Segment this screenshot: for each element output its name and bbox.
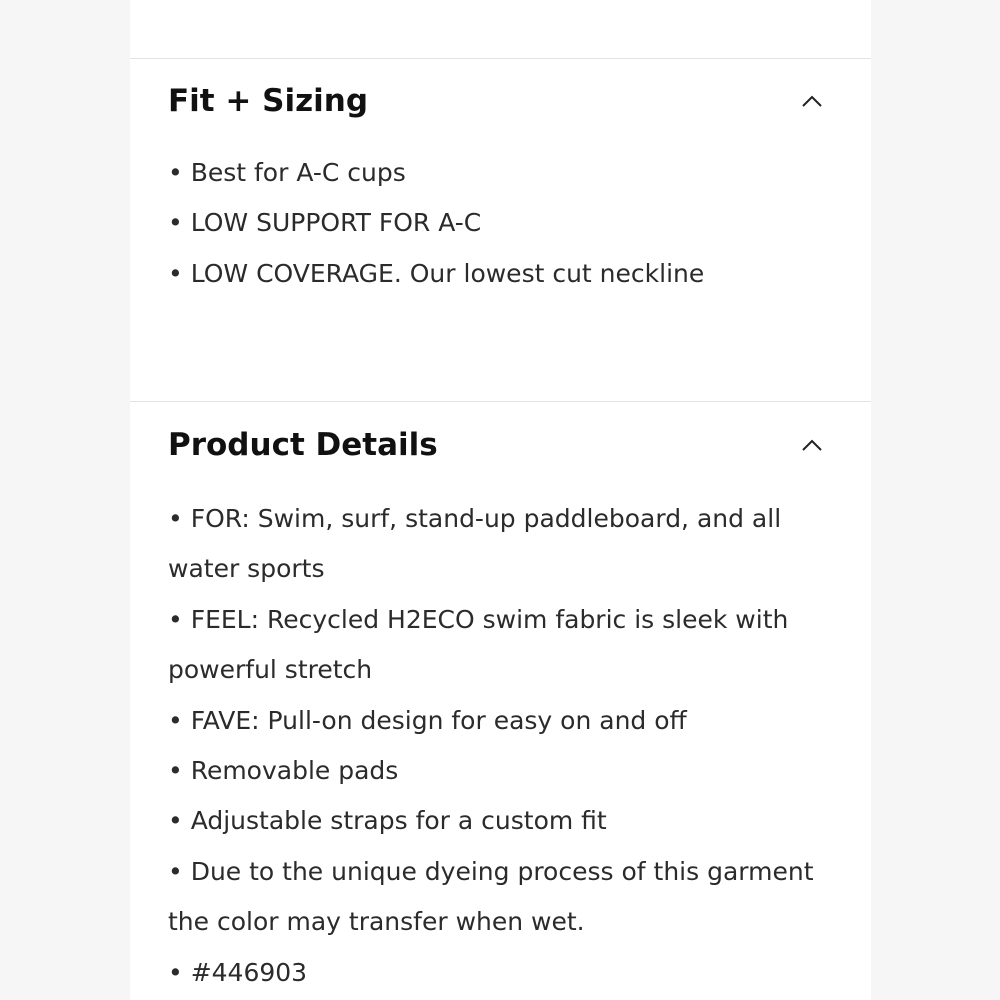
list-item: • #446903 bbox=[168, 957, 308, 987]
list-item: • LOW COVERAGE. Our lowest cut neckline bbox=[168, 258, 705, 288]
list-item: • FEEL: Recycled H2ECO swim fabric is sleek with powerful stretch bbox=[168, 604, 789, 685]
section-divider bbox=[130, 401, 871, 402]
fit-sizing-list bbox=[168, 148, 838, 299]
top-divider bbox=[130, 58, 871, 59]
product-details-accordion-header[interactable] bbox=[168, 420, 833, 470]
list-item: • LOW SUPPORT FOR A-C bbox=[168, 208, 482, 238]
list-item: • Best for A-C cups bbox=[168, 158, 406, 187]
chevron-up-icon[interactable] bbox=[801, 90, 823, 112]
product-details-list bbox=[168, 494, 838, 998]
list-item: • Adjustable straps for a custom fit bbox=[168, 806, 607, 836]
list-item: • FAVE: Pull-on design for easy on and off bbox=[168, 705, 687, 735]
fit-sizing-title: Fit + Sizing bbox=[168, 83, 369, 119]
list-item: • FOR: Swim, surf, stand-up paddleboard, and all water sports bbox=[168, 504, 782, 584]
product-details-title: Product Details bbox=[168, 427, 438, 463]
list-item: • Removable pads bbox=[168, 756, 399, 786]
chevron-up-icon[interactable] bbox=[801, 434, 823, 456]
list-item: • Due to the unique dyeing process of this garment the color may transfer when wet. bbox=[168, 856, 814, 937]
fit-sizing-accordion-header[interactable] bbox=[168, 76, 833, 126]
